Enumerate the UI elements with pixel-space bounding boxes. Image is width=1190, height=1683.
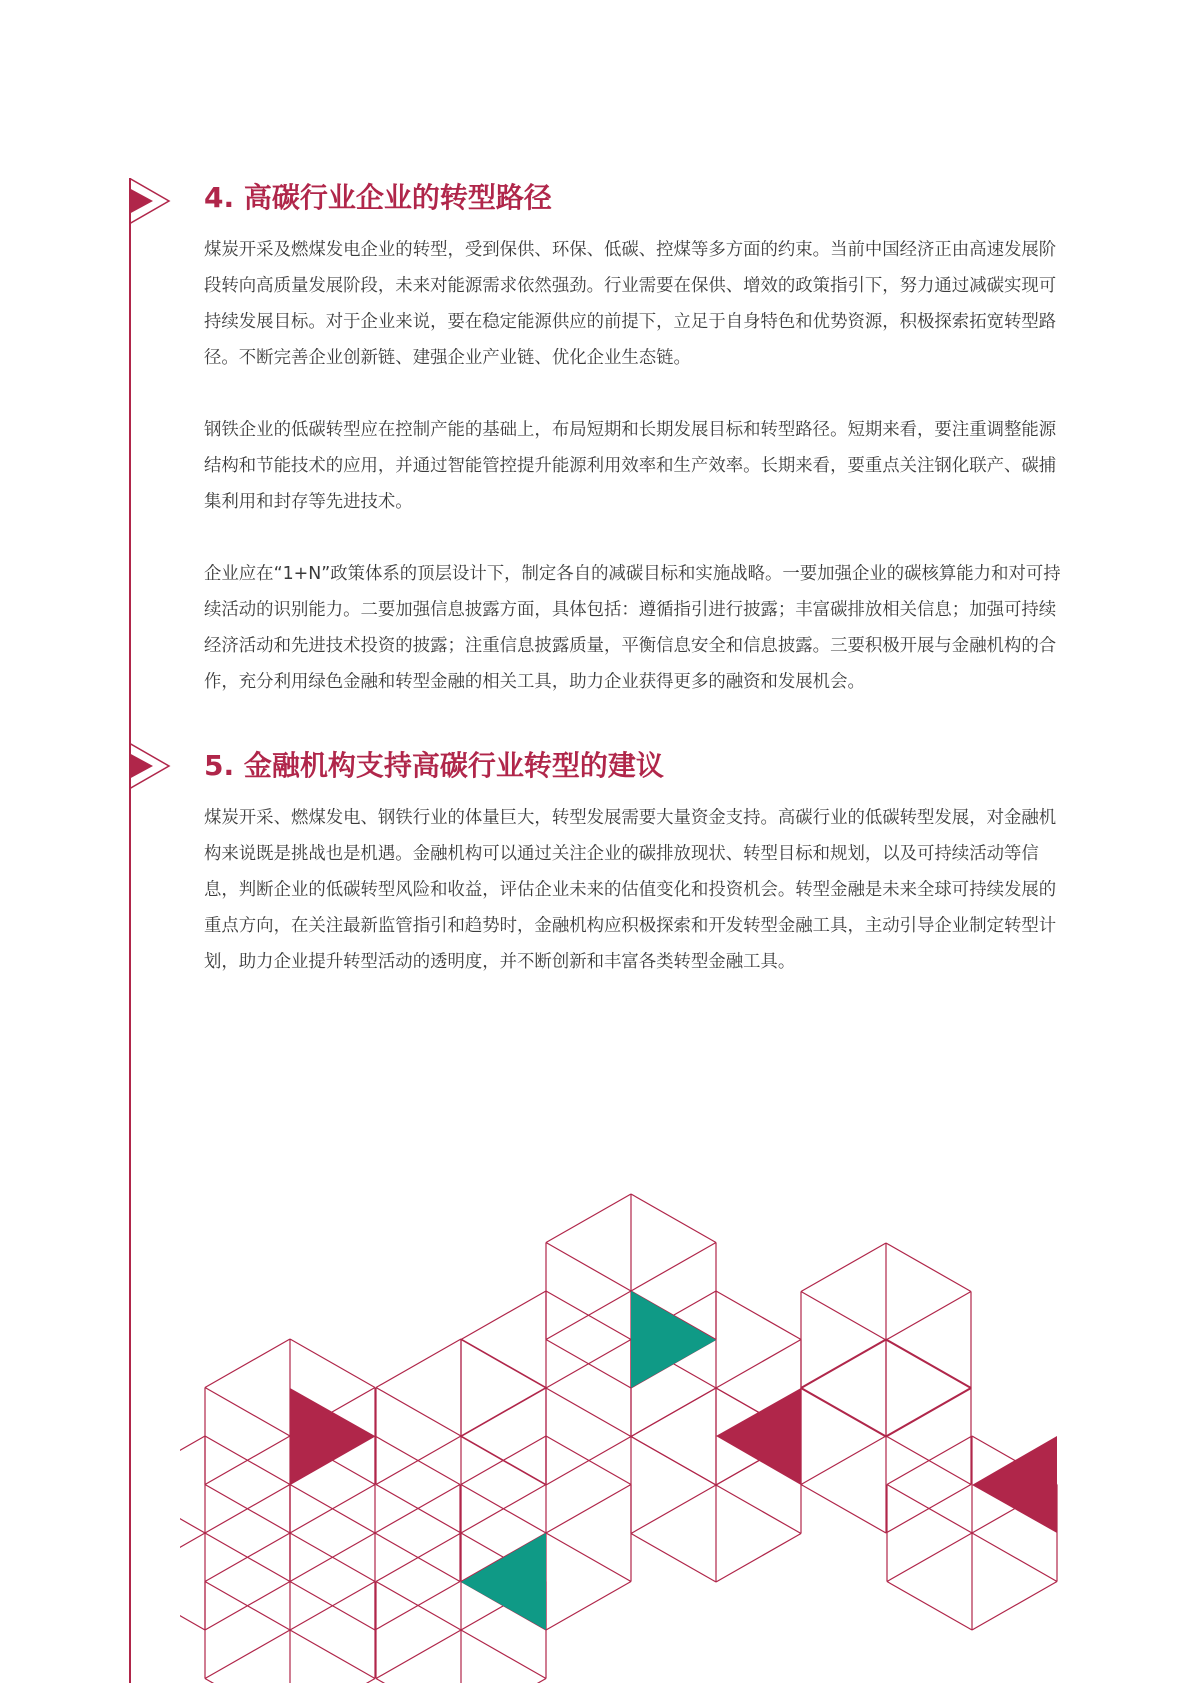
grid-line (180, 1436, 205, 1485)
grid-line (801, 1292, 886, 1341)
grid-line (631, 1437, 716, 1486)
accent-triangle-red-left (290, 1388, 375, 1485)
accent-triangle-red-right (972, 1436, 1057, 1533)
grid-line (290, 1339, 375, 1388)
grid-line (546, 1582, 631, 1631)
grid-line (376, 1679, 461, 1683)
section-4-paragraph-2: 钢铁企业的低碳转型应在控制产能的基础上，布局短期和长期发展目标和转型路径。短期来看，要注重调整能源结构和节能技术的应用，并通过智能管控提升能源利用效率和生产效率。长期来看，要重点关注钢化联产、碳捕集利用和封存等先进技术。 (204, 420, 1057, 512)
grid-line (886, 1292, 971, 1341)
grid-line (546, 1388, 631, 1437)
grid-line (180, 1582, 205, 1631)
grid-line (631, 1388, 716, 1437)
grid-line (461, 1291, 546, 1340)
grid-line (376, 1630, 461, 1679)
vertical-accent-line (129, 178, 131, 1683)
grid-line (801, 1485, 886, 1534)
section-4-heading: 4. 高碳行业企业的转型路径 (204, 181, 552, 214)
grid-line (716, 1485, 801, 1534)
grid-line (801, 1389, 886, 1438)
grid-line (205, 1679, 290, 1683)
accent-triangle-teal-bottom (461, 1533, 546, 1630)
grid-line (716, 1340, 801, 1389)
grid-line (546, 1194, 631, 1243)
grid-line (180, 1533, 205, 1582)
grid-line (887, 1533, 972, 1582)
section-5-paragraph-1: 煤炭开采、燃煤发电、钢铁行业的体量巨大，转型发展需要大量资金支持。高碳行业的低碳转型发展，对金融机构来说既是挑战也是机遇。金融机构可以通过关注企业的碳排放现状、转型目标和规划，以及可持续活动等信息，判断企业的低碳转型风险和收益，评估企业未来的估值变化和投资机会。转型金融是未来全球可持续发展的重点方向，在关注最新监管指引和趋势时，金融机构应积极探索和开发转型金融工具，主动引导企业制定转型计划，助力企业提升转型活动的透明度，并不断创新和丰富各类转型金融工具。 (204, 808, 1057, 972)
grid-line (290, 1630, 375, 1679)
grid-line (376, 1339, 461, 1388)
section-4-paragraph-1: 煤炭开采及燃煤发电企业的转型，受到保供、环保、低碳、控煤等多方面的约束。当前中国经济正由高速发展阶段转向高质量发展阶段，未来对能源需求依然强劲。行业需要在保供、增效的政策指引下，努力通过减碳实现可持续发展目标。对于企业来说，要在稳定能源供应的前提下，立足于自身特色和优势资源，积极探索拓宽转型路径。不断完善企业创新链、建强企业产业链、优化企业生态链。 (204, 240, 1057, 368)
grid-line (801, 1340, 886, 1389)
section-5-triangle-marker-icon (129, 743, 171, 789)
grid-line (546, 1533, 631, 1582)
triangle-grid-pattern (180, 1180, 1080, 1683)
grid-line (205, 1339, 290, 1388)
grid-line (631, 1534, 716, 1583)
grid-line (886, 1339, 971, 1388)
grid-line (972, 1582, 1057, 1631)
grid-line (801, 1388, 886, 1437)
grid-line (716, 1534, 801, 1583)
grid-line (461, 1388, 546, 1437)
grid-line (376, 1388, 461, 1437)
grid-line (801, 1339, 886, 1388)
grid-line (461, 1630, 546, 1679)
grid-line (180, 1485, 205, 1534)
section-4-paragraph-3: 企业应在“1+N”政策体系的顶层设计下，制定各自的减碳目标和实施战略。一要加强企业的碳核算能力和对可持续活动的识别能力。二要加强信息披露方面，具体包括：遵循指引进行披露；丰富碳排放相关信息；加强可持续经济活动和先进技术投资的披露；注重信息披露质量，平衡信息安全和信息披露。三要积极开展与金融机构的合作，充分利用绿色金融和转型金融的相关工具，助力企业获得更多的融资和发展机会。 (204, 564, 1061, 692)
accent-triangle-red-middle (716, 1388, 801, 1485)
grid-line (546, 1243, 631, 1292)
grid-line (801, 1243, 886, 1292)
grid-line (886, 1388, 971, 1437)
grid-line (631, 1243, 716, 1292)
grid-line (205, 1388, 290, 1437)
grid-line (972, 1533, 1057, 1582)
grid-line (205, 1630, 290, 1679)
grid-line (631, 1485, 716, 1534)
grid-line (716, 1291, 801, 1340)
grid-line (886, 1389, 971, 1438)
grid-line (546, 1485, 631, 1534)
section-5-heading: 5. 金融机构支持高碳行业转型的建议 (204, 749, 664, 782)
grid-line (887, 1582, 972, 1631)
section-4-triangle-marker-icon (129, 178, 171, 224)
grid-line (461, 1339, 546, 1388)
accent-triangle-teal-top (631, 1291, 716, 1388)
grid-line (461, 1679, 546, 1683)
grid-line (801, 1436, 886, 1485)
grid-line (886, 1243, 971, 1292)
grid-line (290, 1679, 375, 1683)
grid-line (886, 1340, 971, 1389)
grid-line (631, 1194, 716, 1243)
